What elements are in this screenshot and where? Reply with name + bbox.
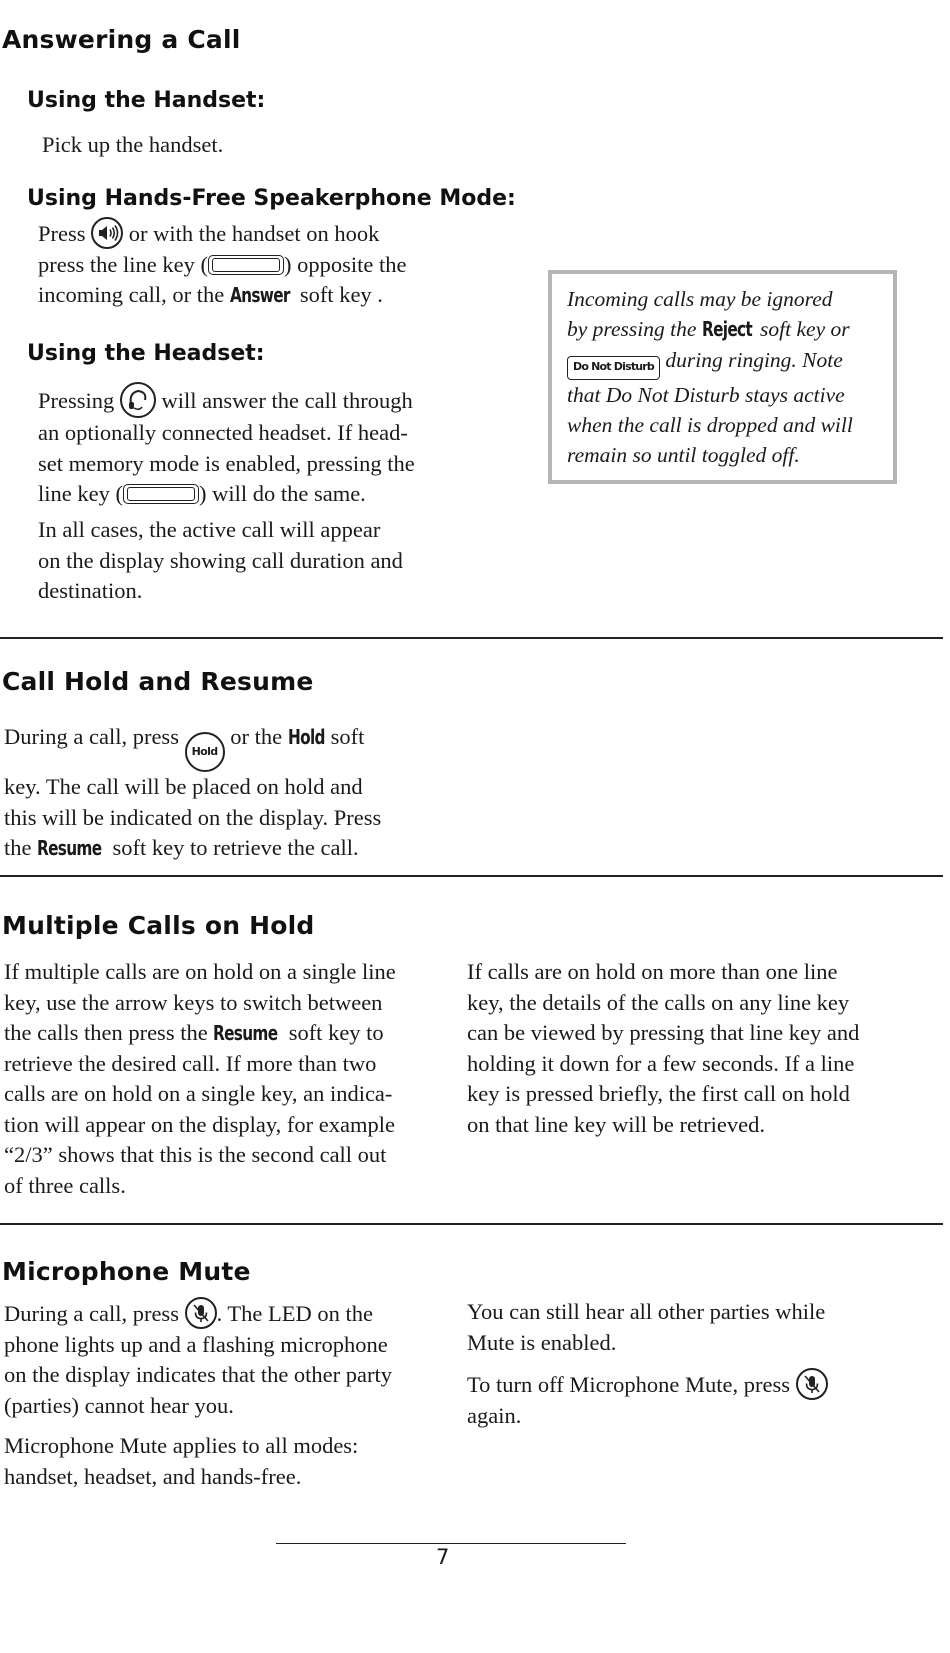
multiple-right-text-1: If calls are on hold on more than one line [467,959,838,984]
multiple-right-text-6: on that line key will be retrieved. [467,1111,766,1137]
mute-icon [796,1368,828,1400]
section-title-answering: Answering a Call [2,25,241,54]
hold-text-2: or the [230,724,283,749]
subheading-headset: Using the Headset: [27,341,265,366]
note-text-2: by pressing the [567,317,697,342]
multiple-left-text-8: of three calls. [4,1172,126,1198]
hold-paragraph [4,722,464,864]
mute-left-text-1b: . The LED on the [216,1301,374,1326]
resume-soft-key-label: Resume [37,836,102,860]
multiple-left-text-2: key, use the arrow keys to switch between [4,989,383,1015]
mute-left-text-5: Microphone Mute applies to all modes: [4,1433,359,1458]
headset-icon [120,382,156,418]
section-divider [0,637,943,639]
line-key-icon [123,484,199,504]
handset-text: Pick up the handset. [42,132,224,157]
note-text-7: remain so until toggled off. [567,443,800,468]
subheading-handset: Using the Handset: [27,88,266,113]
note-text-6: when the call is dropped and will [567,412,853,437]
speaker-icon [91,217,123,249]
note-text-4: during ringing. Note [665,347,843,372]
mute-right-paragraph [467,1297,937,1431]
subheading-speakerphone: Using Hands-Free Speakerphone Mode: [27,186,516,211]
note-box [548,270,897,484]
hold-soft-key-label: Hold [287,725,325,749]
section-title-multiple: Multiple Calls on Hold [2,911,315,940]
mute-left-text-2: phone lights up and a flashing microphone [4,1331,388,1357]
all-cases-paragraph [38,515,518,607]
all-cases-text-2: on the display showing call duration and [38,547,403,573]
speaker-text-5: incoming call, or the [38,282,225,307]
speaker-text-4: ) opposite the [283,251,407,277]
line-key-icon [208,255,284,275]
note-text-3: soft key or [760,317,850,342]
hold-key-icon: Hold [185,732,225,772]
mute-left-text-3: on the display indicates that the other party [4,1362,393,1387]
headset-text-6: ) will do the same. [198,481,366,506]
speaker-text-6: soft key . [299,282,383,307]
mute-icon [185,1297,217,1329]
headset-paragraph [38,382,518,510]
do-not-disturb-key-icon: Do Not Disturb [567,356,660,380]
multiple-right-paragraph [467,957,937,1140]
hold-text-6: the [4,835,32,860]
headset-text-3: an optionally connected headset. If head- [38,420,408,445]
speaker-text-3: press the line key ( [38,251,208,277]
note-text-1: Incoming calls may be ignored [567,287,833,311]
multiple-right-text-4: holding it down for a few seconds. If a line [467,1050,855,1076]
reject-soft-key-label: Reject [701,317,752,342]
speakerphone-paragraph [38,217,498,311]
section-divider [0,875,943,877]
mute-left-text-6: handset, headset, and hands-free. [4,1463,302,1489]
footer-rule [276,1543,626,1544]
multiple-left-text-3a: the calls then press the [4,1020,208,1045]
mute-left-text-4: (parties) cannot hear you. [4,1392,234,1418]
answer-soft-key-label: Answer [229,283,290,307]
multiple-left-paragraph [4,957,454,1201]
multiple-left-text-7: “2/3” shows that this is the second call out [4,1142,387,1167]
section-title-mute: Microphone Mute [2,1257,251,1286]
all-cases-text-3: destination. [38,578,143,603]
note-text-5: that Do Not Disturb stays active [567,382,845,407]
headset-text-5: line key ( [38,481,123,506]
hold-text-3: soft [330,724,365,749]
multiple-right-text-2: key, the details of the calls on any line key [467,989,850,1015]
multiple-left-text-6: tion will appear on the display, for example [4,1111,395,1137]
multiple-left-text-1: If multiple calls are on hold on a single line [4,959,396,984]
hold-text-4: key. The call will be placed on hold and [4,774,363,799]
mute-right-text-4: again. [467,1402,522,1428]
speaker-text-2: or with the handset on hook [128,221,380,246]
all-cases-text-1: In all cases, the active call will appear [38,517,381,542]
hold-text-1: During a call, press [4,724,179,749]
multiple-left-text-3b: soft key to [288,1020,384,1045]
resume-soft-key-label: Resume [213,1021,278,1045]
headset-text-4: set memory mode is enabled, pressing the [38,450,415,476]
speaker-text-1: Press [38,221,86,246]
hold-text-7: soft key to retrieve the call. [112,835,359,860]
section-title-hold: Call Hold and Resume [2,667,314,696]
multiple-right-text-5: key is pressed briefly, the first call on hold [467,1081,850,1106]
mute-right-text-2: Mute is enabled. [467,1329,617,1355]
mute-right-text-1: You can still hear all other parties while [467,1299,826,1324]
section-divider [0,1223,943,1225]
page-number: 7 [436,1545,450,1569]
multiple-left-text-4: retrieve the desired call. If more than two [4,1050,377,1076]
multiple-left-text-5: calls are on hold on a single key, an indica- [4,1081,393,1106]
headset-text-1: Pressing [38,388,115,413]
multiple-right-text-3: can be viewed by pressing that line key and [467,1020,860,1045]
mute-left-paragraph [4,1297,454,1492]
headset-text-2: will answer the call through [161,388,413,413]
hold-text-5: this will be indicated on the display. Press [4,804,382,830]
mute-right-text-3: To turn off Microphone Mute, press [467,1372,790,1397]
mute-left-text-1a: During a call, press [4,1301,179,1326]
